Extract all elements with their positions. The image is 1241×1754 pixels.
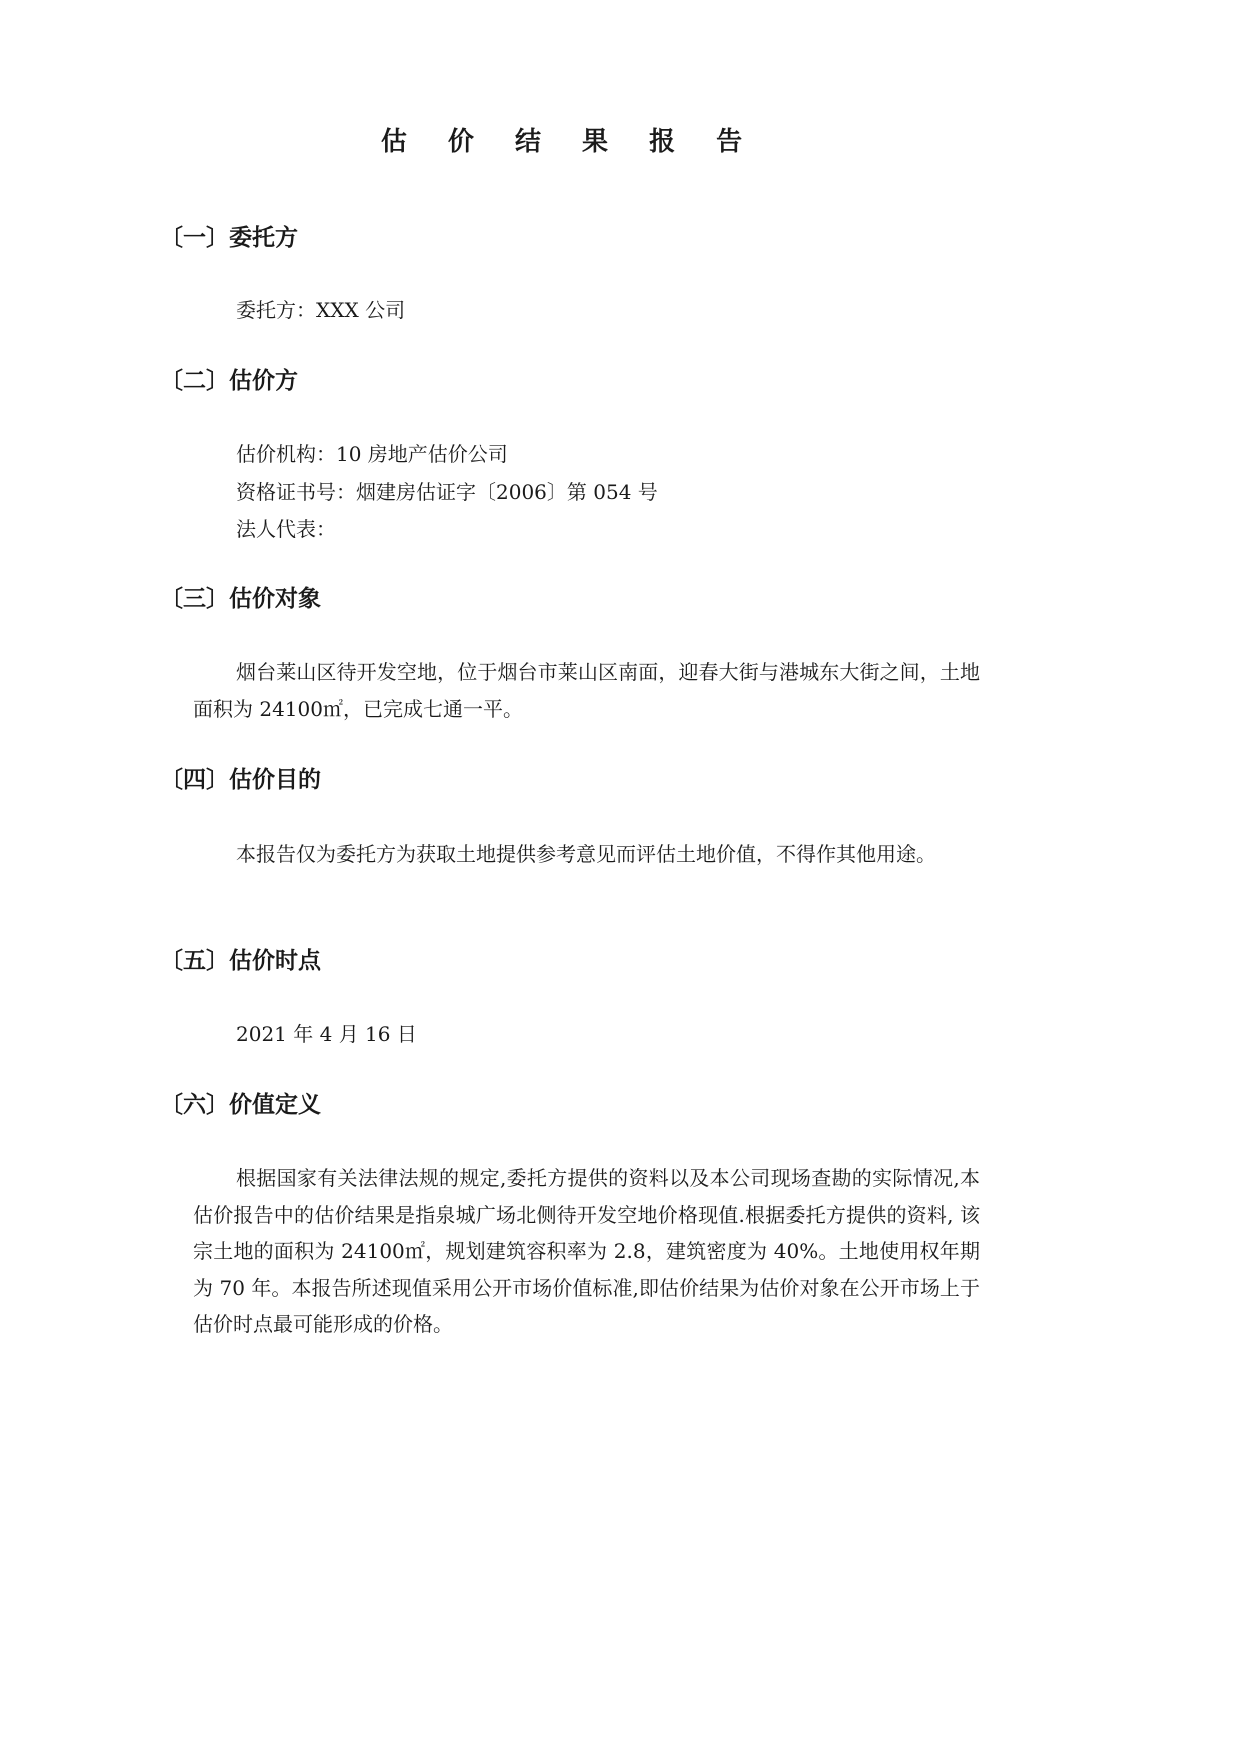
object-description: 烟台莱山区待开发空地，位于烟台市莱山区南面，迎春大街与港城东大街之间，土地面积为 24100㎡，已完成七通一平。	[193, 660, 980, 721]
valuation-date: 2021 年 4 月 16 日	[236, 1022, 417, 1046]
section-heading-client: 〔一〕委托方	[160, 225, 298, 251]
section-heading-purpose: 〔四〕估价目的	[160, 767, 321, 793]
appraiser-legal-rep: 法人代表：	[236, 517, 336, 541]
section-heading-time: 〔五〕估价时点	[160, 948, 321, 974]
section-heading-definition: 〔六〕价值定义	[160, 1092, 321, 1118]
section-heading-object: 〔三〕估价对象	[160, 586, 321, 612]
section-heading-appraiser: 〔二〕估价方	[160, 368, 298, 394]
report-title: 估 价 结 果 报 告	[380, 127, 759, 157]
appraiser-certificate: 资格证书号：烟建房估证字〔2006〕第 054 号	[236, 480, 658, 504]
definition-description: 根据国家有关法律法规的规定,委托方提供的资料以及本公司现场查勘的实际情况,本估价报告中的估价结果是指泉城广场北侧待开发空地价格现值.根据委托方提供的资料, 该宗土地的面积为 24100㎡，规划建筑容积率为 2.8，建筑密度为 40%。土地使用权年期为 70 年。本报告所述现值采用公开市场价值标准,即估价结果为估价对象在公开市场上于估价时点最可能形成的价格。	[193, 1166, 980, 1336]
purpose-description: 本报告仅为委托方为获取土地提供参考意见而评估土地价值，不得作其他用途。	[236, 842, 936, 866]
appraiser-institution: 估价机构：10 房地产估价公司	[236, 442, 508, 466]
client-name: 委托方：XXX 公司	[236, 298, 406, 322]
